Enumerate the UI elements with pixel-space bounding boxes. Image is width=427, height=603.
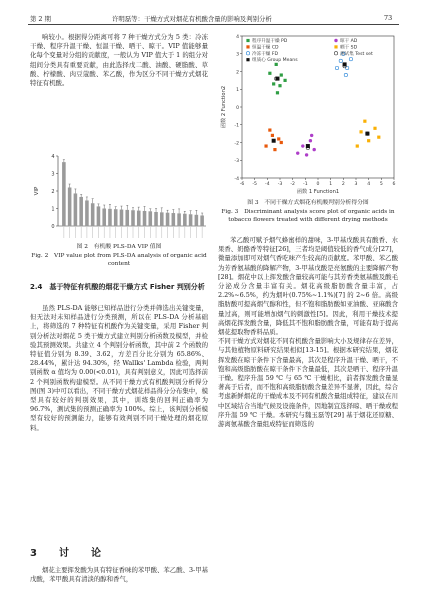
data-point bbox=[268, 72, 271, 75]
data-point bbox=[275, 63, 278, 66]
vip-bar bbox=[143, 211, 147, 226]
x-tick-label: 3 bbox=[354, 182, 358, 187]
legend-label: 恒温干燥 CD bbox=[252, 45, 279, 51]
vip-bar bbox=[74, 193, 78, 226]
vip-bar bbox=[195, 215, 199, 226]
data-point bbox=[367, 139, 370, 142]
y-tick-label: -2 bbox=[234, 141, 239, 147]
legend-marker bbox=[246, 45, 249, 48]
data-point bbox=[349, 57, 352, 60]
vip-bar bbox=[200, 216, 204, 227]
x-tick-label: 0 bbox=[316, 182, 320, 187]
vip-bar bbox=[137, 211, 141, 226]
group-mean-marker bbox=[272, 139, 276, 143]
section-3-paragraph: 烟花主要挥发酸为具有特征香味的苯甲酸、苯乙酸、3-甲基戊酸，苯甲酸具有清淡的醇和香气， bbox=[30, 566, 208, 584]
data-point bbox=[268, 128, 271, 131]
y-tick-label: -1 bbox=[234, 123, 239, 129]
data-point bbox=[363, 120, 366, 123]
vip-bar bbox=[79, 197, 83, 226]
data-point bbox=[271, 134, 274, 137]
discriminant-scatter-chart bbox=[218, 30, 400, 198]
data-point bbox=[313, 148, 316, 151]
x-tick-label: 5 bbox=[379, 182, 383, 187]
y-tick-label: 4 bbox=[51, 154, 55, 160]
data-point bbox=[373, 127, 376, 130]
y-tick-label: -3 bbox=[234, 159, 239, 165]
vip-bar bbox=[85, 200, 89, 226]
vip-bar bbox=[131, 210, 135, 226]
fig2-caption-cn: 图 2 有机酸 PLS-DA VIP 值图 bbox=[76, 244, 162, 250]
intro-paragraph: 响较小。根据得分距离可将 7 种干燥方式分为 5 类：冷冻干燥、程序升温干燥、恒温干燥、晒干、晾干。VIP 值能够量化每个变量对分组的贡献度，一般认为 VIP 值大于 1 的组分对组间分类具有重要贡献，由此选择戊二酸、油酸、硬脂酸、草酸、柠檬酸、肉豆蔻酸、苯乙酸，作为区分不同干燥方式烟花特征有机酸。 bbox=[30, 33, 208, 88]
vip-bar bbox=[125, 210, 129, 226]
vip-bar bbox=[108, 209, 112, 226]
x-tick-label: -6 bbox=[239, 182, 245, 187]
y-tick-label: 2 bbox=[51, 189, 55, 195]
y-tick-label: 4 bbox=[236, 34, 239, 40]
vip-bar bbox=[97, 206, 101, 226]
x-tick-label: -4 bbox=[265, 182, 270, 187]
section-2-4-paragraph: 虽然 PLS-DA 能够已知样品进行分类并筛选出关键变量，但无法对未知样品进行分类预测，所以在 PLS-DA 分析基础上，将筛选的 7 种特征有机酸作为关键变量，采用 Fisher 判别分析法对烟花 5 类干燥方式建立判别分析函数及模型，并检验其预测效果。共建立 4 个判别分析函数，其中前 2 个函数的特征值分别为 8.39、3.62，方差百分比分别为 65.86%、28.44%，累计达 94.30%，经 Wallks' Lambda 检验，两判别函数 α 值均为 0.00(<0.01)，具有判别意义，因此可选择前 2 个判别函数构建模型。从不同干燥方式有机酸判别分析得分图(图 3)中可以看出，不同干燥方式烟花样品得分分布集中，模型具有较好的判别效果，其中，训练集的回判正确率为 96.7%，测试集的预测正确率为 100%。综上，该判别分析模型有较好的预测能力，能够有效判别不同干燥处理的烟花原料。 bbox=[30, 304, 208, 432]
fig3-caption-cn: 图 3 不同干燥方式烟花有机酸判别分析得分图 bbox=[247, 200, 369, 206]
vip-bar bbox=[120, 210, 124, 226]
y-axis-label: VIP bbox=[34, 186, 40, 196]
legend-label: 晒干 SD bbox=[340, 45, 358, 51]
vip-bar bbox=[177, 213, 181, 226]
group-mean-marker bbox=[365, 132, 369, 136]
data-point bbox=[272, 82, 275, 85]
x-tick-label: 2 bbox=[341, 182, 345, 187]
group-mean-marker bbox=[275, 77, 279, 81]
vip-bar bbox=[172, 213, 176, 226]
x-tick-label: -1 bbox=[303, 182, 308, 187]
group-mean-marker bbox=[343, 62, 347, 66]
data-point bbox=[277, 137, 280, 140]
data-point bbox=[278, 84, 281, 87]
y-axis-label: 函数 2 Function2 bbox=[221, 85, 227, 129]
vip-bar bbox=[148, 211, 152, 226]
x-tick-label: -5 bbox=[252, 182, 257, 187]
y-tick-label: 1 bbox=[236, 88, 239, 94]
vip-bar bbox=[183, 214, 187, 226]
fig3-score-plot bbox=[218, 30, 400, 202]
fig2-vip-chart bbox=[30, 150, 210, 246]
legend-label: 晾干 AD bbox=[340, 39, 358, 44]
data-point bbox=[359, 130, 362, 133]
section-2-4-title: 2.4 基于特征有机酸的烟花干燥方式 Fisher 判别分析 bbox=[30, 283, 205, 291]
legend-label: 测试集 Test set bbox=[340, 51, 373, 57]
vip-bar bbox=[166, 213, 170, 226]
data-point bbox=[344, 73, 347, 76]
vip-bar bbox=[154, 212, 158, 226]
y-tick-label: -4 bbox=[234, 176, 239, 182]
x-tick-label: 6 bbox=[392, 182, 396, 187]
vip-bar bbox=[189, 214, 193, 226]
data-point bbox=[276, 91, 279, 94]
vip-bar bbox=[68, 188, 72, 227]
x-tick-label: 4 bbox=[367, 182, 371, 187]
data-point bbox=[305, 153, 308, 156]
legend-marker bbox=[334, 52, 337, 55]
data-point bbox=[377, 136, 380, 139]
vip-bar bbox=[114, 209, 118, 226]
data-point bbox=[356, 144, 359, 147]
data-point bbox=[283, 79, 286, 82]
x-axis-label: 函数 1 Function1 bbox=[296, 189, 340, 195]
data-point bbox=[264, 144, 267, 147]
section-3-title: 3 讨 论 bbox=[30, 548, 107, 559]
header-page-number: 73 bbox=[384, 14, 393, 22]
group-mean-marker bbox=[306, 144, 310, 148]
y-tick-label: 2 bbox=[236, 70, 239, 76]
data-point bbox=[273, 148, 276, 151]
vip-bar bbox=[160, 212, 164, 226]
data-point bbox=[280, 73, 283, 76]
legend-label: 组质心 Group Means bbox=[252, 58, 298, 64]
vip-bar bbox=[102, 209, 106, 227]
x-tick-label: -3 bbox=[277, 182, 283, 187]
data-point bbox=[309, 139, 312, 142]
y-tick-label: 0 bbox=[236, 105, 239, 111]
y-tick-label: 3 bbox=[236, 52, 239, 58]
y-tick-label: 3 bbox=[51, 171, 55, 178]
vip-bar bbox=[62, 162, 66, 226]
legend-label: 程序升温干燥 PD bbox=[252, 39, 288, 44]
y-tick-label: 1 bbox=[51, 206, 55, 213]
data-point bbox=[301, 144, 304, 147]
legend-label: 冷冻干燥 FD bbox=[252, 51, 279, 57]
header-rule bbox=[28, 24, 399, 25]
x-tick-label: -2 bbox=[290, 182, 295, 187]
header-title: 许明磊等：干燥方式对烟花有机酸含量的影响及判别分析 bbox=[112, 15, 272, 23]
legend-marker bbox=[246, 39, 249, 42]
discussion-paragraphs: 苯乙酸可赋予烟气蜂蜜样的甜味，3-甲基戊酸具有酸香、水果香、奶酪香等特征[26]，三者均是阈值较低的香气成分[27]，微量添加即可对烟气香吃味产生较高的贡献度。苯甲酸、苯乙酸为芳香氨基酸的降解产物，3-甲基戊酸是亮氨酸的主要降解产物[28]。烟花中以上挥发酸含量较高可能与其芳香类氨基酸及酸毛分泌成分含量丰富有关。烟花高级脂肪酸含量丰富，占 2.2%~6.5%，约为烟叶(0.75%~1.1%)[7] 的 2~6 倍。高级脂肪酸可提高烟气醇和性，但不饱和脂肪酸如亚油酸、亚麻酸含量过高，则可能增加烟气的刺激性[5]。因此，利用干燥技术提高烟花挥发酸含量，降低其不饱和脂肪酸含量，可能有助于提高烟花提取物香料品质。 不同干燥方式对烟花不同有机酸含量影响大小及规律存在差异，与其他植物原料研究结果相似[13-15]。根据本研究结果，烟花挥发酸在晾干条件下含量最高，其次是程序升温干燥、晒干，不饱和高级脂肪酸在晾干条件下含量最低，其次是晒干、程序升温干燥。程序升温 59 ℃ 与 65 ℃ 干燥相比，前者挥发酸含量显著高于后者，而不饱和高级脂肪酸含量差异不显著，因此，综合考虑新鲜烟花的干燥成本及不同有机酸含量组成特征，建议在川中区域结合当地气候及设施条件，因地制宜选择晾、晒干燥或程序升温 59 ℃ 干燥。本研究与魏玉磊等[29] 基于烟花还原糖、游离氨基酸含量组成特征而筛选的 bbox=[218, 236, 398, 429]
fig3-caption-en: Fig. 3 Discriminant analysis score plot of organic acids in tobacco flowers treated with different drying methods bbox=[221, 209, 395, 223]
legend-marker bbox=[246, 58, 249, 61]
legend-marker bbox=[334, 45, 337, 48]
fig2-caption-en: Fig. 2 VIP value plot from PLS-DA analysis of organic acid content bbox=[31, 253, 207, 267]
legend-marker bbox=[334, 39, 337, 42]
header-issue: 第 2 期 bbox=[30, 15, 51, 23]
y-tick-label: 0 bbox=[51, 224, 55, 230]
x-tick-label: 1 bbox=[329, 182, 333, 187]
legend-marker bbox=[246, 52, 249, 55]
data-point bbox=[335, 66, 338, 69]
vip-bar bbox=[91, 203, 95, 226]
data-point bbox=[339, 59, 342, 62]
data-point bbox=[296, 151, 299, 154]
data-point bbox=[310, 134, 313, 137]
vip-bar-chart bbox=[30, 150, 210, 242]
data-point bbox=[280, 141, 283, 144]
